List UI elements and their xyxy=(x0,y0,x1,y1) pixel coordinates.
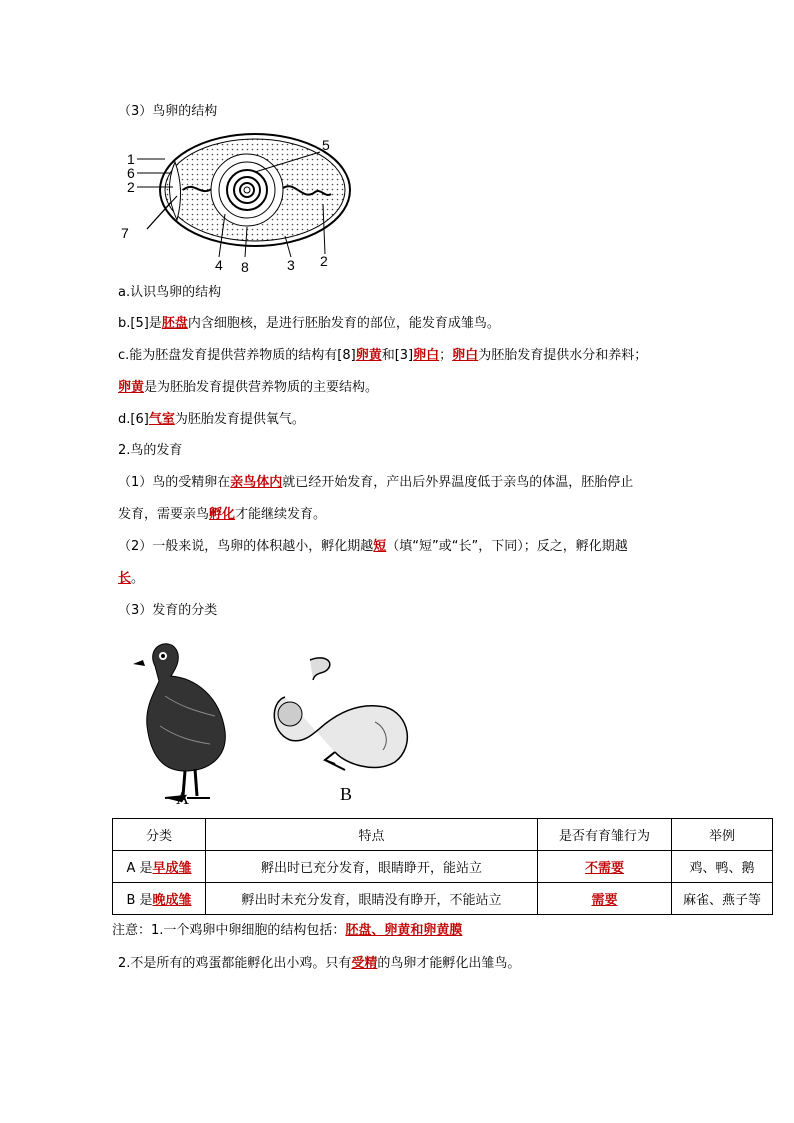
answer-precocial: 早成雏 xyxy=(152,861,192,876)
development-classification-table xyxy=(112,818,773,915)
answer-incubation: 孵化 xyxy=(209,507,236,522)
line-c2: 卵黄是为胚胎发育提供营养物质的主要结构。 xyxy=(118,380,379,395)
answer-albumen: 卵白 xyxy=(413,348,440,363)
answer-long: 长 xyxy=(118,571,132,586)
egg-structure-diagram xyxy=(115,132,355,272)
table-cell: 鸡、鸭、鹅 xyxy=(672,851,773,883)
answer-yolk: 卵黄 xyxy=(355,348,382,363)
answer-albumen-2: 卵白 xyxy=(452,348,479,363)
answer-germinal-disc: 胚盘 xyxy=(161,316,188,331)
diagram-label-1: 1 xyxy=(127,151,135,167)
diagram-label-2-right: 2 xyxy=(320,253,328,269)
section-title-egg-structure: （3）鸟卵的结构 xyxy=(118,104,218,119)
table-row xyxy=(113,851,773,883)
section-title-development-types: （3）发育的分类 xyxy=(118,603,218,618)
answer-egg-cell-structure: 胚盘、卵黄和卵黄膜 xyxy=(345,923,463,938)
answer-needs-care: 需要 xyxy=(591,893,618,908)
table-header: 分类 xyxy=(113,819,206,851)
table-cell: 麻雀、燕子等 xyxy=(672,883,773,915)
section-title-bird-development: 2.鸟的发育 xyxy=(118,443,183,458)
line-b: b.[5]是胚盘内含细胞核，是进行胚胎发育的部位，能发育成雏鸟。 xyxy=(118,316,500,331)
precocial-chick-illustration xyxy=(125,636,235,811)
answer-fertilized: 受精 xyxy=(351,956,378,971)
diagram-label-4: 4 xyxy=(215,257,223,272)
diagram-label-3: 3 xyxy=(287,257,295,272)
line-f1: （2）一般来说，鸟卵的体积越小，孵化期越短（填“短”或“长”，下同）；反之，孵化期越 xyxy=(118,539,628,554)
photo-label-b: B xyxy=(340,784,353,804)
table-cell: 孵出时未充分发育，眼睛没有睁开，不能站立 xyxy=(206,883,538,915)
line-e1: （1）鸟的受精卵在亲鸟体内就已经开始发育，产出后外界温度低于亲鸟的体温，胚胎停止 xyxy=(118,475,634,490)
diagram-label-8: 8 xyxy=(241,259,249,272)
table-header: 举例 xyxy=(672,819,773,851)
line-e2: 发育，需要亲鸟孵化才能继续发育。 xyxy=(118,507,327,522)
altricial-chick-illustration xyxy=(265,652,415,777)
table-cell: A 是早成雏 xyxy=(113,851,206,883)
note-1: 注意：1.一个鸡卵中卵细胞的结构包括：胚盘、卵黄和卵黄膜 xyxy=(112,923,463,938)
table-cell xyxy=(538,851,672,883)
table-cell: 孵出时已充分发育，眼睛睁开，能站立 xyxy=(206,851,538,883)
table-cell: B 是晚成雏 xyxy=(113,883,206,915)
table-cell xyxy=(538,883,672,915)
diagram-label-2-left: 2 xyxy=(127,179,135,195)
diagram-label-5: 5 xyxy=(322,137,330,153)
photo-label-a: A xyxy=(176,788,189,808)
answer-air-cell: 气室 xyxy=(148,412,175,427)
line-a: a.认识鸟卵的结构 xyxy=(118,285,222,300)
answer-no-care: 不需要 xyxy=(584,861,624,876)
diagram-label-7: 7 xyxy=(121,225,129,241)
table-header: 特点 xyxy=(206,819,538,851)
answer-parent-body: 亲鸟体内 xyxy=(230,475,283,490)
germinal-disc xyxy=(244,187,250,193)
table-row xyxy=(113,883,773,915)
note-2: 2.不是所有的鸡蛋都能孵化出小鸡。只有受精的鸟卵才能孵化出雏鸟。 xyxy=(118,956,521,971)
answer-altricial: 晚成雏 xyxy=(152,893,192,908)
table-header-row xyxy=(113,819,773,851)
answer-short: 短 xyxy=(373,539,387,554)
answer-yolk-2: 卵黄 xyxy=(118,380,145,395)
line-c1: c.能为胚盘发育提供营养物质的结构有[8]卵黄和[3]卵白；卵白为胚胎发育提供水分和养料； xyxy=(118,348,648,363)
line-d: d.[6]气室为胚胎发育提供氧气。 xyxy=(118,412,305,427)
line-f2: 长。 xyxy=(118,571,145,586)
diagram-label-6: 6 xyxy=(127,165,135,181)
table-header: 是否有育雏行为 xyxy=(538,819,672,851)
